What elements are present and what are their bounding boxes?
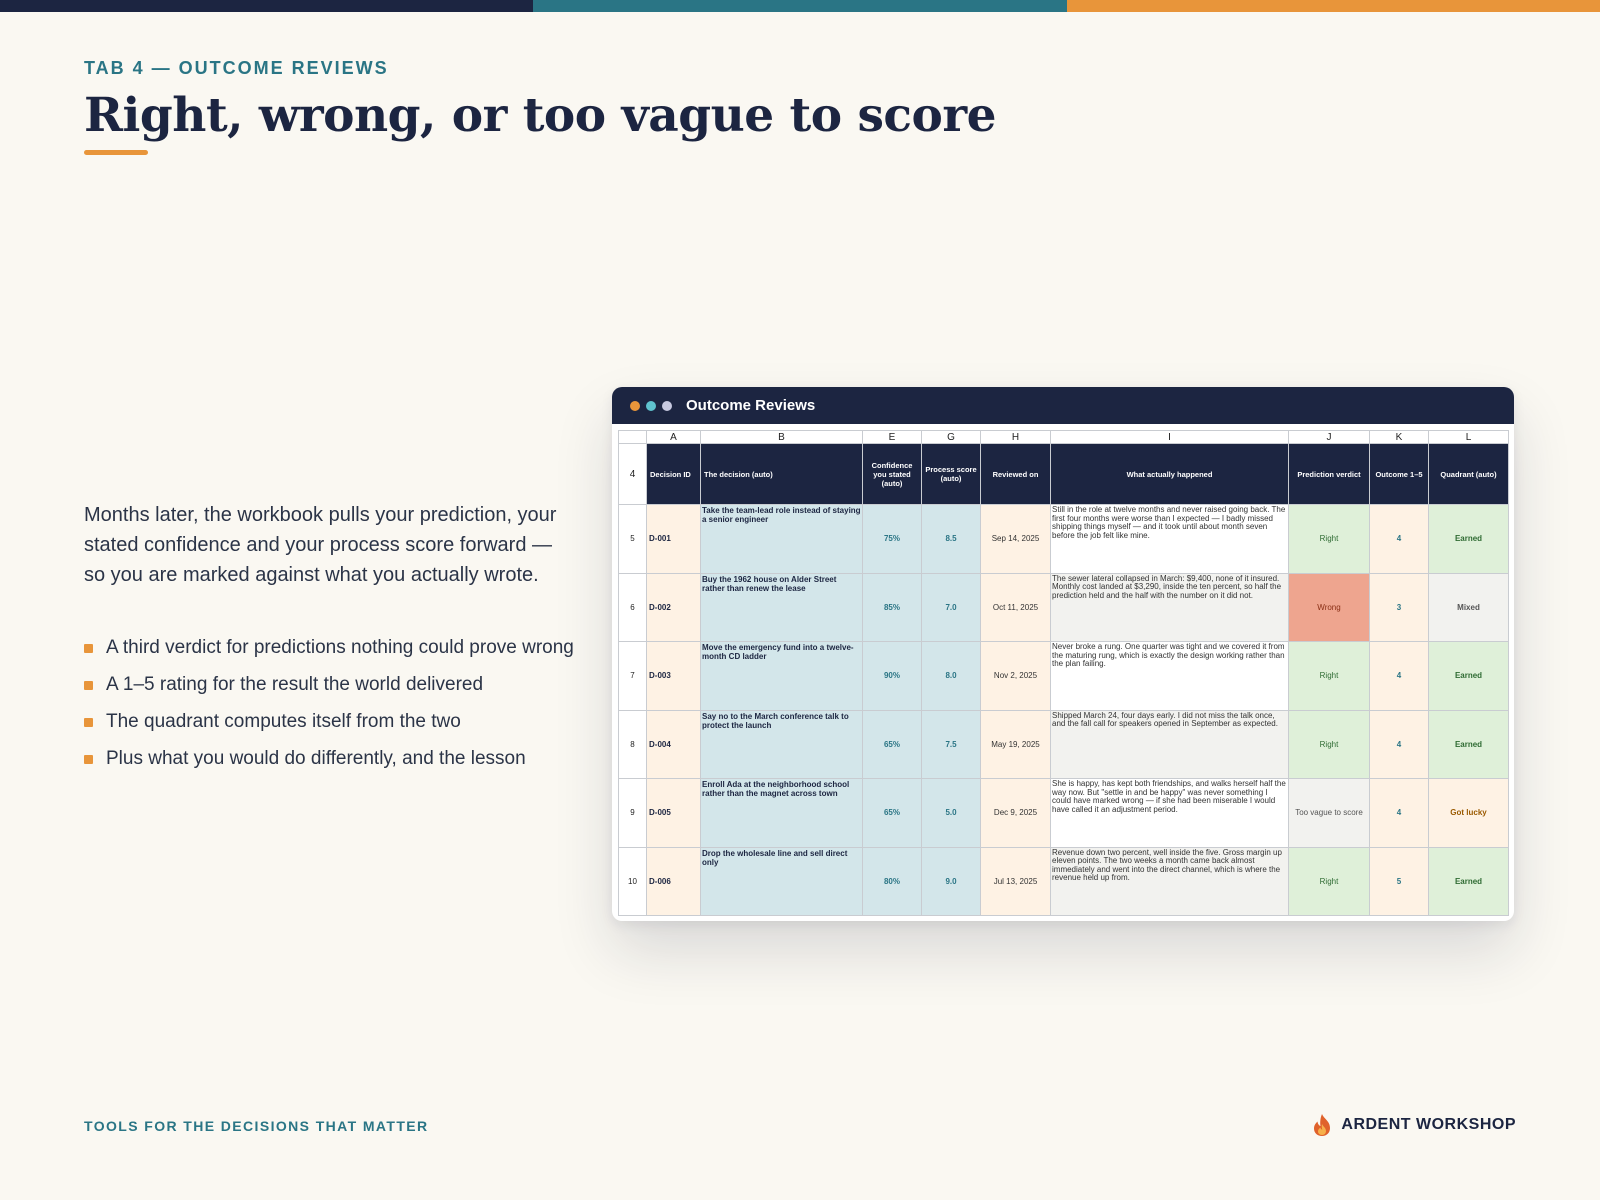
process-score-cell[interactable]: 7.5 [922,710,981,779]
intro-paragraph: Months later, the workbook pulls your prediction, your stated confidence and your process score forward — so you are marked against what you actually wrote. [84,504,557,586]
decision-id-cell[interactable]: D-004 [647,710,701,779]
feature-item [84,671,574,698]
prediction-verdict-cell[interactable]: Wrong [1289,573,1370,642]
bullet-square-icon [84,681,93,690]
brand-lockup[interactable] [1311,1113,1516,1137]
quadrant-cell[interactable]: Mixed [1429,573,1509,642]
what-happened-cell[interactable]: Never broke a rung. One quarter was tight and we covered it from the maturing rung, which is exactly the design working rather than the plan failing. [1051,642,1289,711]
outcome-rating-cell[interactable]: 4 [1370,710,1429,779]
row-number[interactable]: 5 [619,505,647,574]
flame-icon [1311,1113,1333,1137]
confidence-cell[interactable]: 85% [863,573,922,642]
corner-cell[interactable] [619,431,647,444]
process-score-cell[interactable]: 8.0 [922,642,981,711]
window-dot-orange-icon[interactable] [630,401,640,411]
quadrant-cell[interactable]: Earned [1429,847,1509,916]
accent-segment-navy [0,0,533,12]
bullet-square-icon [84,718,93,727]
prediction-verdict-cell[interactable]: Right [1289,642,1370,711]
what-happened-cell[interactable]: Shipped March 24, four days early. I did not miss the talk once, and the fall call for speakers opened in September as expected. [1051,710,1289,779]
confidence-cell[interactable]: 65% [863,710,922,779]
quadrant-cell[interactable]: Earned [1429,505,1509,574]
outcome-rating-cell[interactable]: 5 [1370,847,1429,916]
row-number[interactable]: 10 [619,847,647,916]
feature-item-text: A third verdict for predictions nothing could prove wrong [106,637,574,658]
decision-cell[interactable]: Drop the wholesale line and sell direct only [701,847,863,916]
row-number[interactable]: 8 [619,710,647,779]
what-happened-cell[interactable]: Revenue down two percent, well inside the five. Gross margin up eleven points. The two weeks a month came back almost immediately and went into the direct channel, which is where the revenue held up from. [1051,847,1289,916]
feature-item [84,708,574,735]
column-letter-row [619,431,1509,444]
reviewed-on-cell[interactable]: Nov 2, 2025 [981,642,1051,711]
top-accent-bar [0,0,1600,12]
header-cell[interactable]: The decision (auto) [701,444,863,505]
spreadsheet-window [612,387,1514,921]
prediction-verdict-cell[interactable]: Right [1289,847,1370,916]
feature-item-text: A 1–5 rating for the result the world delivered [106,674,484,695]
reviewed-on-cell[interactable]: May 19, 2025 [981,710,1051,779]
header-cell[interactable]: Prediction verdict [1289,444,1370,505]
decision-cell[interactable]: Take the team-lead role instead of staying a senior engineer [701,505,863,574]
section-eyebrow: TAB 4 — OUTCOME REVIEWS [84,58,389,78]
reviewed-on-cell[interactable]: Oct 11, 2025 [981,573,1051,642]
process-score-cell[interactable]: 9.0 [922,847,981,916]
table-row [619,710,1509,779]
row-number[interactable]: 7 [619,642,647,711]
bullet-square-icon [84,644,93,653]
accent-segment-teal [533,0,1066,12]
column-letter[interactable]: G [922,431,981,444]
header-cell[interactable]: Confidence you stated (auto) [863,444,922,505]
reviewed-on-cell[interactable]: Sep 14, 2025 [981,505,1051,574]
decision-id-cell[interactable]: D-002 [647,573,701,642]
feature-item [84,634,574,661]
outcome-rating-cell[interactable]: 3 [1370,573,1429,642]
decision-id-cell[interactable]: D-003 [647,642,701,711]
prediction-verdict-cell[interactable]: Right [1289,505,1370,574]
quadrant-cell[interactable]: Got lucky [1429,779,1509,848]
process-score-cell[interactable]: 5.0 [922,779,981,848]
decision-cell[interactable]: Say no to the March conference talk to protect the launch [701,710,863,779]
feature-item-text: The quadrant computes itself from the two [106,711,461,732]
feature-list [84,634,574,782]
outcome-rating-cell[interactable]: 4 [1370,779,1429,848]
confidence-cell[interactable]: 65% [863,779,922,848]
column-letter[interactable]: H [981,431,1051,444]
decision-id-cell[interactable]: D-001 [647,505,701,574]
column-letter[interactable]: L [1429,431,1509,444]
column-letter[interactable]: A [647,431,701,444]
table-row [619,505,1509,574]
column-letter[interactable]: K [1370,431,1429,444]
accent-segment-orange [1067,0,1600,12]
confidence-cell[interactable]: 75% [863,505,922,574]
footer-tagline: TOOLS FOR THE DECISIONS THAT MATTER [84,1118,429,1134]
decision-cell[interactable]: Move the emergency fund into a twelve-month CD ladder [701,642,863,711]
header-cell[interactable]: Decision ID [647,444,701,505]
title-underline [84,150,148,155]
header-cell[interactable]: Outcome 1–5 [1370,444,1429,505]
process-score-cell[interactable]: 8.5 [922,505,981,574]
column-letter[interactable]: E [863,431,922,444]
row-number[interactable]: 4 [619,444,647,505]
column-letter[interactable]: B [701,431,863,444]
header-cell[interactable]: Reviewed on [981,444,1051,505]
reviewed-on-cell[interactable]: Dec 9, 2025 [981,779,1051,848]
table-row [619,847,1509,916]
table-row [619,573,1509,642]
feature-item-text: Plus what you would do differently, and the lesson [106,748,526,769]
decision-cell[interactable]: Buy the 1962 house on Alder Street rather than renew the lease [701,573,863,642]
confidence-cell[interactable]: 90% [863,642,922,711]
decision-id-cell[interactable]: D-006 [647,847,701,916]
quadrant-cell[interactable]: Earned [1429,642,1509,711]
column-letter[interactable]: J [1289,431,1370,444]
header-cell[interactable]: What actually happened [1051,444,1289,505]
window-title: Outcome Reviews [686,397,816,414]
table-row [619,642,1509,711]
window-dot-teal-icon[interactable] [646,401,656,411]
confidence-cell[interactable]: 80% [863,847,922,916]
outcome-reviews-sheet [618,430,1509,916]
prediction-verdict-cell[interactable]: Too vague to score [1289,779,1370,848]
window-dot-lavender-icon[interactable] [662,401,672,411]
header-cell[interactable]: Process score (auto) [922,444,981,505]
page-title: Right, wrong, or too vague to score [84,88,997,143]
outcome-rating-cell[interactable]: 4 [1370,642,1429,711]
outcome-rating-cell[interactable]: 4 [1370,505,1429,574]
sheet-header-row [619,444,1509,505]
row-number[interactable]: 6 [619,573,647,642]
brand-name: ARDENT WORKSHOP [1341,1116,1516,1133]
row-number[interactable]: 9 [619,779,647,848]
decision-id-cell[interactable]: D-005 [647,779,701,848]
reviewed-on-cell[interactable]: Jul 13, 2025 [981,847,1051,916]
feature-item [84,745,574,772]
quadrant-cell[interactable]: Earned [1429,710,1509,779]
decision-cell[interactable]: Enroll Ada at the neighborhood school rather than the magnet across town [701,779,863,848]
window-titlebar [612,387,1514,424]
process-score-cell[interactable]: 7.0 [922,573,981,642]
table-row [619,779,1509,848]
what-happened-cell[interactable]: She is happy, has kept both friendships, and walks herself half the way now. But "settle in and be happy" was never something I could have marked wrong — if she had been miserable I would have called it an adjustment period. [1051,779,1289,848]
header-cell[interactable]: Quadrant (auto) [1429,444,1509,505]
what-happened-cell[interactable]: Still in the role at twelve months and never raised going back. The first four months were worse than I expected — I badly missed shipping things myself — and it took until about month seven before the job felt like mine. [1051,505,1289,574]
what-happened-cell[interactable]: The sewer lateral collapsed in March: $9,400, none of it insured. Monthly cost landed at $3,290, inside the ten percent, so half the prediction held and the half with the number on it did not. [1051,573,1289,642]
column-letter[interactable]: I [1051,431,1289,444]
bullet-square-icon [84,755,93,764]
prediction-verdict-cell[interactable]: Right [1289,710,1370,779]
